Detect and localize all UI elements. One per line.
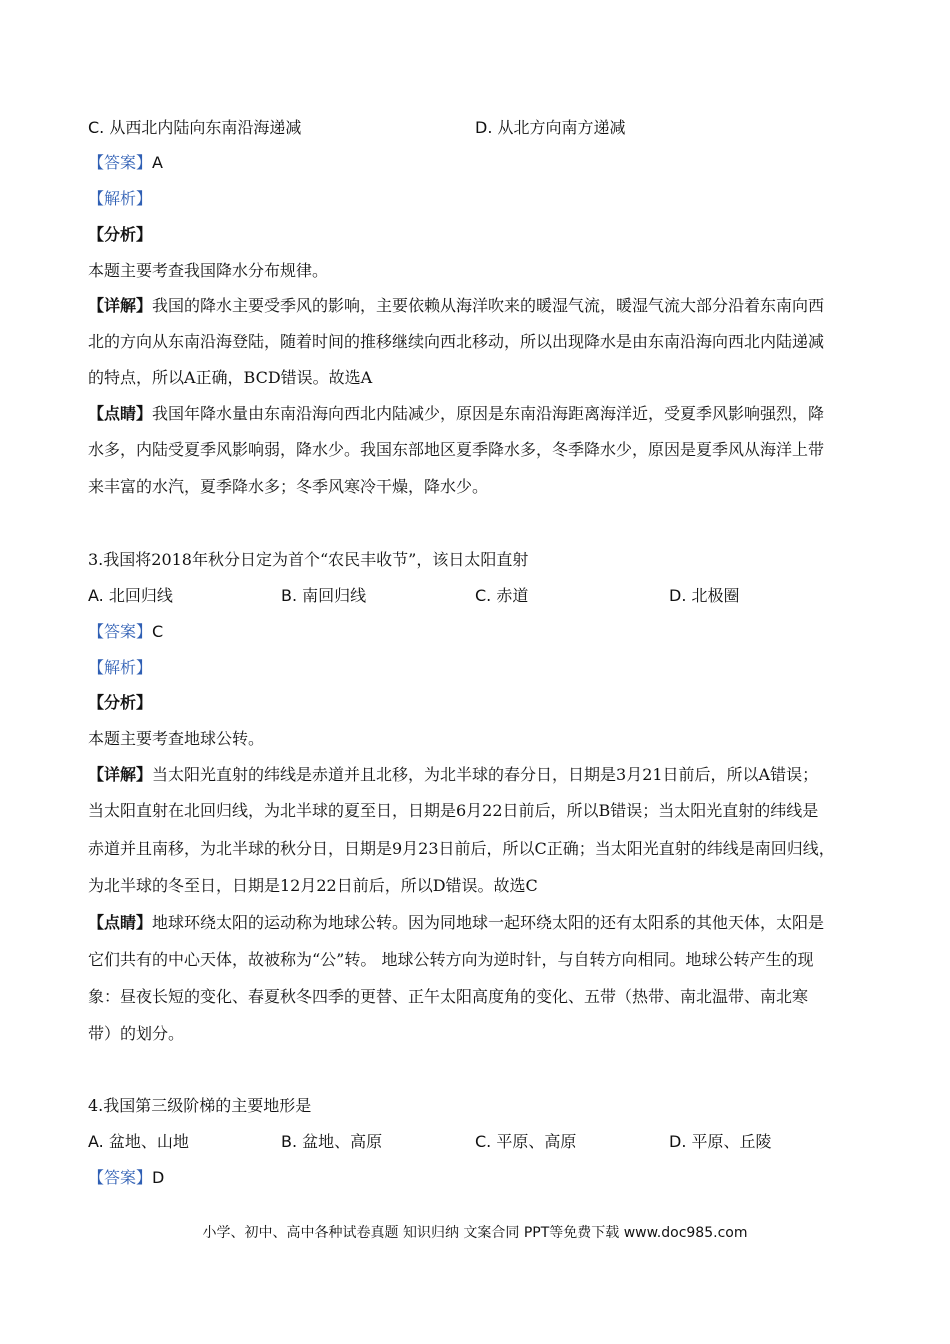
- dianjing-label: 【点睛】: [88, 913, 153, 932]
- q2-dianjing-line-3: 来丰富的水汽，夏季降水多；冬季风寒冷干燥，降水少。: [88, 477, 489, 496]
- q4-option-d: D. 平原、丘陵: [669, 1132, 772, 1151]
- q2-answer: [88, 153, 163, 173]
- q3-option-c: C. 赤道: [475, 586, 529, 605]
- q2-dianjing-line-2: 水多，内陆受夏季风影响弱，降水少。我国东部地区夏季降水多，冬季降水少，原因是夏季风从海洋上带: [88, 440, 825, 459]
- q4-answer: [88, 1168, 164, 1188]
- q2-xiangjie-line-1: [88, 296, 824, 316]
- q3-jiexi-label: 【解析】: [88, 658, 153, 677]
- q3-dianjing-line-1: [88, 913, 824, 933]
- q3-xiangjie-line-1: [88, 765, 818, 785]
- q2-xiangjie-line-2: 北的方向从东南沿海登陆，随着时间的推移继续向西北移动，所以出现降水是由东南沿海向西北内陆递减: [88, 332, 825, 351]
- q3-xiangjie-line-3: 赤道并且南移，为北半球的秋分日，日期是9月23日前后，所以C正确；当太阳光直射的纬线是南回归线，: [88, 839, 835, 858]
- q3-dianjing-line-2: 它们共有的中心天体，故被称为“公”转。 地球公转方向为逆时针，与自转方向相同。地球公转产生的现: [88, 950, 814, 969]
- xiangjie-label: 【详解】: [88, 296, 153, 315]
- q3-xiangjie-line-4: 为北半球的冬至日，日期是12月22日前后，所以D错误。故选C: [88, 876, 538, 895]
- q3-fenxi-label: 【分析】: [88, 693, 153, 712]
- dianjing-text: 我国年降水量由东南沿海向西北内陆减少，原因是东南沿海距离海洋近，受夏季风影响强烈，降: [152, 404, 825, 423]
- q2-xiangjie-line-3: 的特点，所以A正确，BCD错误。故选A: [88, 368, 373, 387]
- q3-fenxi-text: 本题主要考查地球公转。: [88, 729, 265, 748]
- q4-option-a: A. 盆地、山地: [88, 1132, 189, 1151]
- q2-option-c: C. 从西北内陆向东南沿海递减: [88, 118, 302, 137]
- page-footer: 小学、初中、高中各种试卷真题 知识归纳 文案合同 PPT等免费下载 www.doc985.com: [202, 1225, 748, 1241]
- q2-fenxi-text: 本题主要考查我国降水分布规律。: [88, 261, 329, 280]
- answer-value: D: [152, 1168, 165, 1187]
- dianjing-text: 地球环绕太阳的运动称为地球公转。因为同地球一起环绕太阳的还有太阳系的其他天体，太阳是: [152, 913, 825, 932]
- q3-dianjing-line-3: 象：昼夜长短的变化、春夏秋冬四季的更替、正午太阳高度角的变化、五带（热带、南北温带、南北寒: [88, 987, 809, 1006]
- q3-option-d: D. 北极圈: [669, 586, 740, 605]
- q3-answer: [88, 622, 163, 642]
- q2-fenxi-label: 【分析】: [88, 225, 153, 244]
- answer-value: A: [152, 153, 163, 172]
- q3-stem: 3.我国将2018年秋分日定为首个“农民丰收节”，该日太阳直射: [88, 550, 529, 569]
- q3-option-a: A. 北回归线: [88, 586, 173, 605]
- answer-label: 【答案】: [88, 622, 153, 641]
- q4-option-b: B. 盆地、高原: [281, 1132, 383, 1151]
- q3-option-b: B. 南回归线: [281, 586, 367, 605]
- q2-jiexi-label: 【解析】: [88, 189, 153, 208]
- answer-label: 【答案】: [88, 1168, 153, 1187]
- q3-dianjing-line-4: 带）的划分。: [88, 1024, 185, 1043]
- q3-xiangjie-line-2: 当太阳直射在北回归线，为北半球的夏至日，日期是6月22日前后，所以B错误；当太阳光直射的纬线是: [88, 801, 819, 820]
- dianjing-label: 【点睛】: [88, 404, 153, 423]
- q4-stem: 4.我国第三级阶梯的主要地形是: [88, 1096, 312, 1115]
- q2-dianjing-line-1: [88, 404, 824, 424]
- q2-option-d: D. 从北方向南方递减: [475, 118, 626, 137]
- answer-label: 【答案】: [88, 153, 153, 172]
- q4-option-c: C. 平原、高原: [475, 1132, 577, 1151]
- answer-value: C: [152, 622, 164, 641]
- xiangjie-text: 我国的降水主要受季风的影响，主要依赖从海洋吹来的暖湿气流，暖湿气流大部分沿着东南向西: [152, 296, 825, 315]
- xiangjie-label: 【详解】: [88, 765, 153, 784]
- xiangjie-text: 当太阳光直射的纬线是赤道并且北移，为北半球的春分日，日期是3月21日前后，所以A错误；: [152, 765, 819, 784]
